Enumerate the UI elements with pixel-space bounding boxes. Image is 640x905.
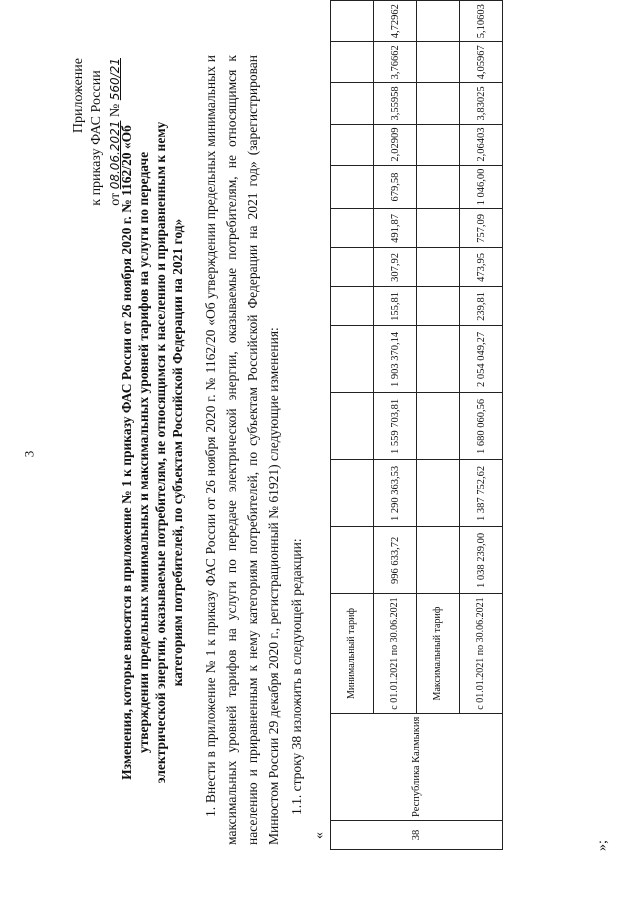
tariff-kind: Максимальный тариф	[417, 594, 460, 713]
table-cell: 1 680 060,56	[460, 393, 503, 460]
table-cell: 4,72962	[374, 1, 417, 42]
table-cell: 757,09	[460, 209, 503, 248]
row-number: 38	[331, 821, 503, 850]
tariff-period: с 01.01.2021 по 30.06.2021	[374, 594, 417, 713]
table-cell: 4,05967	[460, 42, 503, 83]
table-cell: 3,55958	[374, 83, 417, 124]
table-cell: 155,81	[374, 287, 417, 326]
table-cell: 5,10603	[460, 1, 503, 42]
quote-open: «	[312, 832, 327, 839]
table-row	[331, 1, 374, 850]
page-number: 3	[21, 450, 37, 458]
appendix-number: 560/21	[108, 58, 122, 101]
table-cell: 1 903 370,14	[374, 326, 417, 393]
appendix-date-line: от 08.06.2021 № 560/21	[108, 58, 123, 206]
table-cell: 996 633,72	[374, 527, 417, 594]
appendix-title: Приложение	[71, 58, 86, 134]
table-cell: 3,83025	[460, 83, 503, 124]
region-cell: Республика Калмыкия	[331, 713, 503, 820]
table-cell: 679,58	[374, 165, 417, 209]
tariff-table	[330, 0, 503, 850]
table-cell: 239,81	[460, 287, 503, 326]
table-cell: 2,06403	[460, 124, 503, 165]
table-cell: 2 054 049,27	[460, 326, 503, 393]
table-cell: 1 559 703,81	[374, 393, 417, 460]
table-cell: 491,87	[374, 209, 417, 248]
table-cell: 1 046,00	[460, 165, 503, 209]
table-cell: 3,76662	[374, 42, 417, 83]
table-cell: 473,95	[460, 248, 503, 287]
appendix-block	[70, 58, 125, 206]
quote-close: »;	[595, 840, 610, 851]
table-cell: 307,92	[374, 248, 417, 287]
paragraph-1: 1. Внести в приложение № 1 к приказу ФАС России от 26 ноября 2020 г. № 1162/20 «Об утверждении предельных минимальных и максимальных уровней тарифов на услуги по передаче электрической энергии, оказываемые потребителям, не относящимся к населению и приравненным к нему категориям потребителей, по субъектам Российской Федерации на 2021 год» (зарегистрирован Минюстом России 29 декабря 2020 г., регистрационный № 61921) следующие изменения:	[203, 55, 281, 845]
table-cell: 1 290 363,53	[374, 460, 417, 527]
table-cell: 1 387 752,62	[460, 460, 503, 527]
appendix-date: 08.06.2021	[108, 120, 122, 190]
table-cell: 1 038 239,00	[460, 527, 503, 594]
document-heading: Изменения, которые вносятся в приложение № 1 к приказу ФАС России от 26 ноября 2020 г. № 1162/20 «Об утверждении предельных минимальных и максимальных уровней тарифов на услуги по передаче электрической энергии, оказываемые потребителям, не относящимся к населению и приравненным к нему категориям потребителей, по субъектам Российской Федерации на 2021 год»	[119, 121, 185, 784]
tariff-period: с 01.01.2021 по 30.06.2021	[460, 594, 503, 713]
appendix-order: к приказу ФАС России	[89, 70, 104, 206]
tariff-kind: Минимальный тариф	[331, 594, 374, 713]
table-cell: 2,02909	[374, 124, 417, 165]
subparagraph-1-1: 1.1. строку 38 изложить в следующей редакции:	[289, 538, 304, 815]
